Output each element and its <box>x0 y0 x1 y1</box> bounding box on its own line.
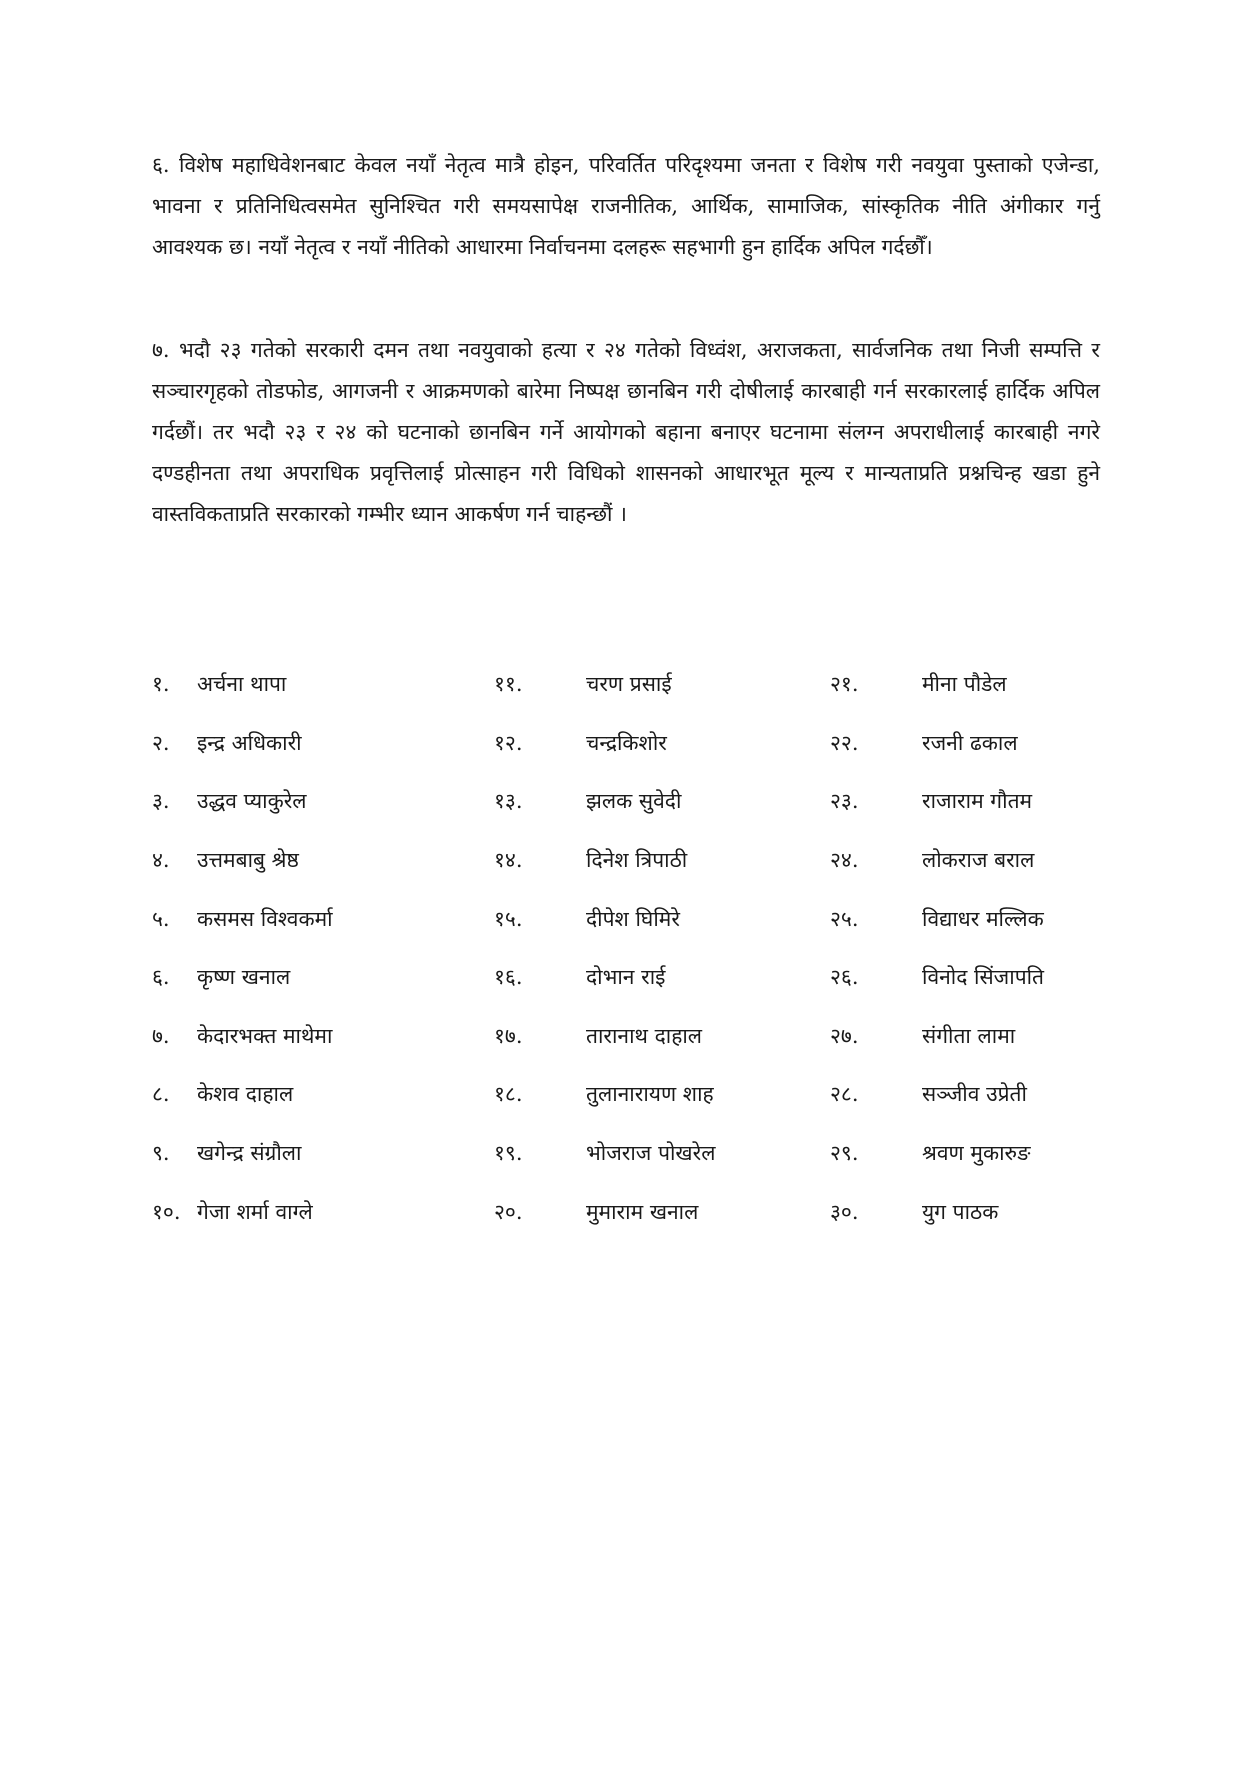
signatory-number: २६. <box>830 965 859 990</box>
signatory-name: कृष्ण खनाल <box>197 965 291 990</box>
signatory-item <box>830 1182 1044 1241</box>
signatory-name: तारानाथ दाहाल <box>586 1023 703 1048</box>
signatory-item <box>494 1007 715 1066</box>
signatory-number: २५. <box>830 906 859 931</box>
signatory-item <box>494 714 715 773</box>
signatory-number: २८. <box>830 1082 859 1107</box>
signatory-name: चरण प्रसाई <box>586 672 672 697</box>
signatory-item <box>494 831 715 890</box>
signatory-item <box>152 655 333 714</box>
signatory-name: कसमस विश्वकर्मा <box>197 906 333 931</box>
signatory-number: १७. <box>494 1023 523 1048</box>
signatory-name: इन्द्र अधिकारी <box>197 730 302 755</box>
signatories-list <box>152 655 1112 1245</box>
signatory-name: मुमाराम खनाल <box>586 1199 699 1224</box>
signatory-item <box>830 1124 1044 1183</box>
signatory-number: २०. <box>494 1199 523 1224</box>
signatory-item <box>152 831 333 890</box>
signatory-name: विद्याधर मल्लिक <box>922 906 1044 931</box>
signatory-name: केदारभक्त माथेमा <box>197 1023 333 1048</box>
signatory-number: २. <box>152 730 170 755</box>
signatory-number: १०. <box>152 1199 181 1224</box>
signatory-name: दीपेश घिमिरे <box>586 906 680 931</box>
signatory-item <box>152 1124 333 1183</box>
signatory-name: विनोद सिंजापति <box>922 965 1045 990</box>
signatory-name: मीना पौडेल <box>922 672 1007 697</box>
signatory-item <box>494 889 715 948</box>
signatory-number: ५. <box>152 906 170 931</box>
signatory-number: ९. <box>152 1141 170 1166</box>
signatory-item <box>152 772 333 831</box>
signatory-name: श्रवण मुकारुङ <box>922 1141 1031 1166</box>
signatory-number: १. <box>152 672 170 697</box>
signatory-item <box>830 714 1044 773</box>
signatory-name: राजाराम गौतम <box>922 789 1033 814</box>
signatory-number: ३. <box>152 789 170 814</box>
signatory-name: रजनी ढकाल <box>922 730 1018 755</box>
signatory-item <box>830 772 1044 831</box>
signatory-number: १२. <box>494 730 523 755</box>
signatory-item <box>830 655 1044 714</box>
signatory-number: ४. <box>152 848 170 873</box>
signatory-number: १८. <box>494 1082 523 1107</box>
signatory-number: २१. <box>830 672 859 697</box>
signatory-item <box>494 1124 715 1183</box>
signatory-item <box>830 831 1044 890</box>
signatory-item <box>152 714 333 773</box>
signatory-item <box>152 889 333 948</box>
signatories-column-2 <box>494 655 715 1241</box>
signatories-column-3 <box>830 655 1044 1241</box>
signatory-number: १३. <box>494 789 523 814</box>
signatory-name: दिनेश त्रिपाठी <box>586 848 688 873</box>
signatory-name: उत्तमबाबु श्रेष्ठ <box>197 848 299 873</box>
signatory-number: १६. <box>494 965 523 990</box>
signatory-item <box>830 889 1044 948</box>
signatory-name: तुलानारायण शाह <box>586 1082 714 1107</box>
signatory-item <box>830 1007 1044 1066</box>
signatory-number: ७. <box>152 1023 170 1048</box>
signatory-number: २७. <box>830 1023 859 1048</box>
signatory-number: ८. <box>152 1082 170 1107</box>
signatory-name: झलक सुवेदी <box>586 789 682 814</box>
signatory-name: अर्चना थापा <box>197 672 287 697</box>
signatory-name: युग पाठक <box>922 1199 999 1224</box>
signatory-number: ३०. <box>830 1199 859 1224</box>
signatory-name: लोकराज बराल <box>922 848 1035 873</box>
signatory-number: १४. <box>494 848 523 873</box>
signatory-item <box>152 1065 333 1124</box>
signatory-item <box>830 948 1044 1007</box>
signatory-name: संगीता लामा <box>922 1023 1016 1048</box>
signatory-item <box>152 1007 333 1066</box>
signatory-item <box>152 1182 333 1241</box>
signatory-name: सञ्जीव उप्रेती <box>922 1082 1027 1107</box>
paragraph-7: ७. भदौ २३ गतेको सरकारी दमन तथा नवयुवाको हत्या र २४ गतेको विध्वंश, अराजकता, सार्वजनिक तथा निजी सम्पत्ति र सञ्चारगृहको तोडफोड, आगजनी र आक्रमणको बारेमा निष्पक्ष छानबिन गरी दोषीलाई कारबाही गर्न सरकारलाई हार्दिक अपिल गर्दछौं। तर भदौ २३ र २४ को घटनाको छानबिन गर्ने आयोगको बहाना बनाएर घटनामा संलग्न अपराधीलाई कारबाही नगरे दण्डहीनता तथा अपराधिक प्रवृत्तिलाई प्रोत्साहन गरी विधिको शासनको आधारभूत मूल्य र मान्यताप्रति प्रश्नचिन्ह खडा हुने वास्तविकताप्रति सरकारको गम्भीर ध्यान आकर्षण गर्न चाहन्छौं । <box>152 338 1100 526</box>
signatory-item <box>152 948 333 1007</box>
signatory-name: खगेन्द्र संग्रौला <box>197 1141 302 1166</box>
signatory-item <box>494 1182 715 1241</box>
signatory-item <box>830 1065 1044 1124</box>
signatory-number: १९. <box>494 1141 523 1166</box>
signatory-name: उद्धव प्याकुरेल <box>197 789 307 814</box>
signatory-number: १५. <box>494 906 523 931</box>
signatory-name: भोजराज पोखरेल <box>586 1141 716 1166</box>
signatory-number: ११. <box>494 672 523 697</box>
signatory-number: ६. <box>152 965 170 990</box>
signatory-number: २९. <box>830 1141 859 1166</box>
signatory-name: गेजा शर्मा वाग्ले <box>197 1199 313 1224</box>
signatory-number: २४. <box>830 848 859 873</box>
signatory-item <box>494 772 715 831</box>
signatory-number: २२. <box>830 730 859 755</box>
signatory-name: केशव दाहाल <box>197 1082 294 1107</box>
signatories-column-1 <box>152 655 333 1241</box>
signatory-name: दोभान राई <box>586 965 666 990</box>
signatory-item <box>494 1065 715 1124</box>
signatory-item <box>494 948 715 1007</box>
signatory-item <box>494 655 715 714</box>
signatory-name: चन्द्रकिशोर <box>586 730 667 755</box>
paragraph-6: ६. विशेष महाधिवेशनबाट केवल नयाँ नेतृत्व मात्रै होइन, परिवर्तित परिदृश्यमा जनता र विशेष गरी नवयुवा पुस्ताको एजेन्डा, भावना र प्रतिनिधित्वसमेत सुनिश्चित गरी समयसापेक्ष राजनीतिक, आर्थिक, सामाजिक, सांस्कृतिक नीति अंगीकार गर्नु आवश्यक छ। नयाँ नेतृत्व र नयाँ नीतिको आधारमा निर्वाचनमा दलहरू सहभागी हुन हार्दिक अपिल गर्दछौँ। <box>152 153 1100 259</box>
signatory-number: २३. <box>830 789 859 814</box>
